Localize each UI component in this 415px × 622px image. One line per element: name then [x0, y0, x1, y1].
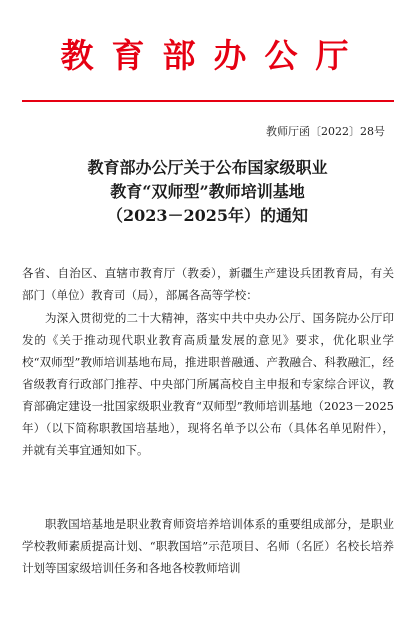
document-number: 教师厅函〔2022〕28号 — [266, 125, 385, 138]
body-paragraph-2: 职教国培基地是职业教育师资培养培训体系的重要组成部分，是职业学校教师素质提高计划、“职教国培”示范项目、名师（名匠）名校长培养计划等国家级培训任务和各地各校教师培训 — [22, 517, 394, 575]
title-line-3: （2023－2025年）的通知 — [106, 206, 309, 225]
document-title — [20, 156, 395, 228]
org-title: 教育部办公厅 — [60, 36, 367, 75]
red-divider-line — [22, 100, 394, 102]
body-paragraph-1: 为深入贯彻党的二十大精神，落实中共中央办公厅、国务院办公厅印发的《关于推动现代职业教育高质量发展的意见》要求，优化职业学校“双师型”教师培训基地布局，推进职普融通、产教融合、科教融汇，经省级教育行政部门推荐、中央部门所属高校自主申报和专家综合评议，教育部确定建设一批国家级职业教育“双师型”教师培训基地（2023－2025年）（以下简称职教国培基地），现将名单予以公布（具体名单见附件），并就有关事宜通知如下。 — [22, 311, 394, 457]
addressee: 各省、自治区、直辖市教育厅（教委），新疆生产建设兵团教育局，有关部门（单位）教育司（局），部属各高等学校： — [22, 266, 394, 302]
title-line-2: 教育“双师型”教师培训基地 — [110, 182, 305, 201]
title-line-1: 教育部办公厅关于公布国家级职业 — [87, 158, 328, 177]
